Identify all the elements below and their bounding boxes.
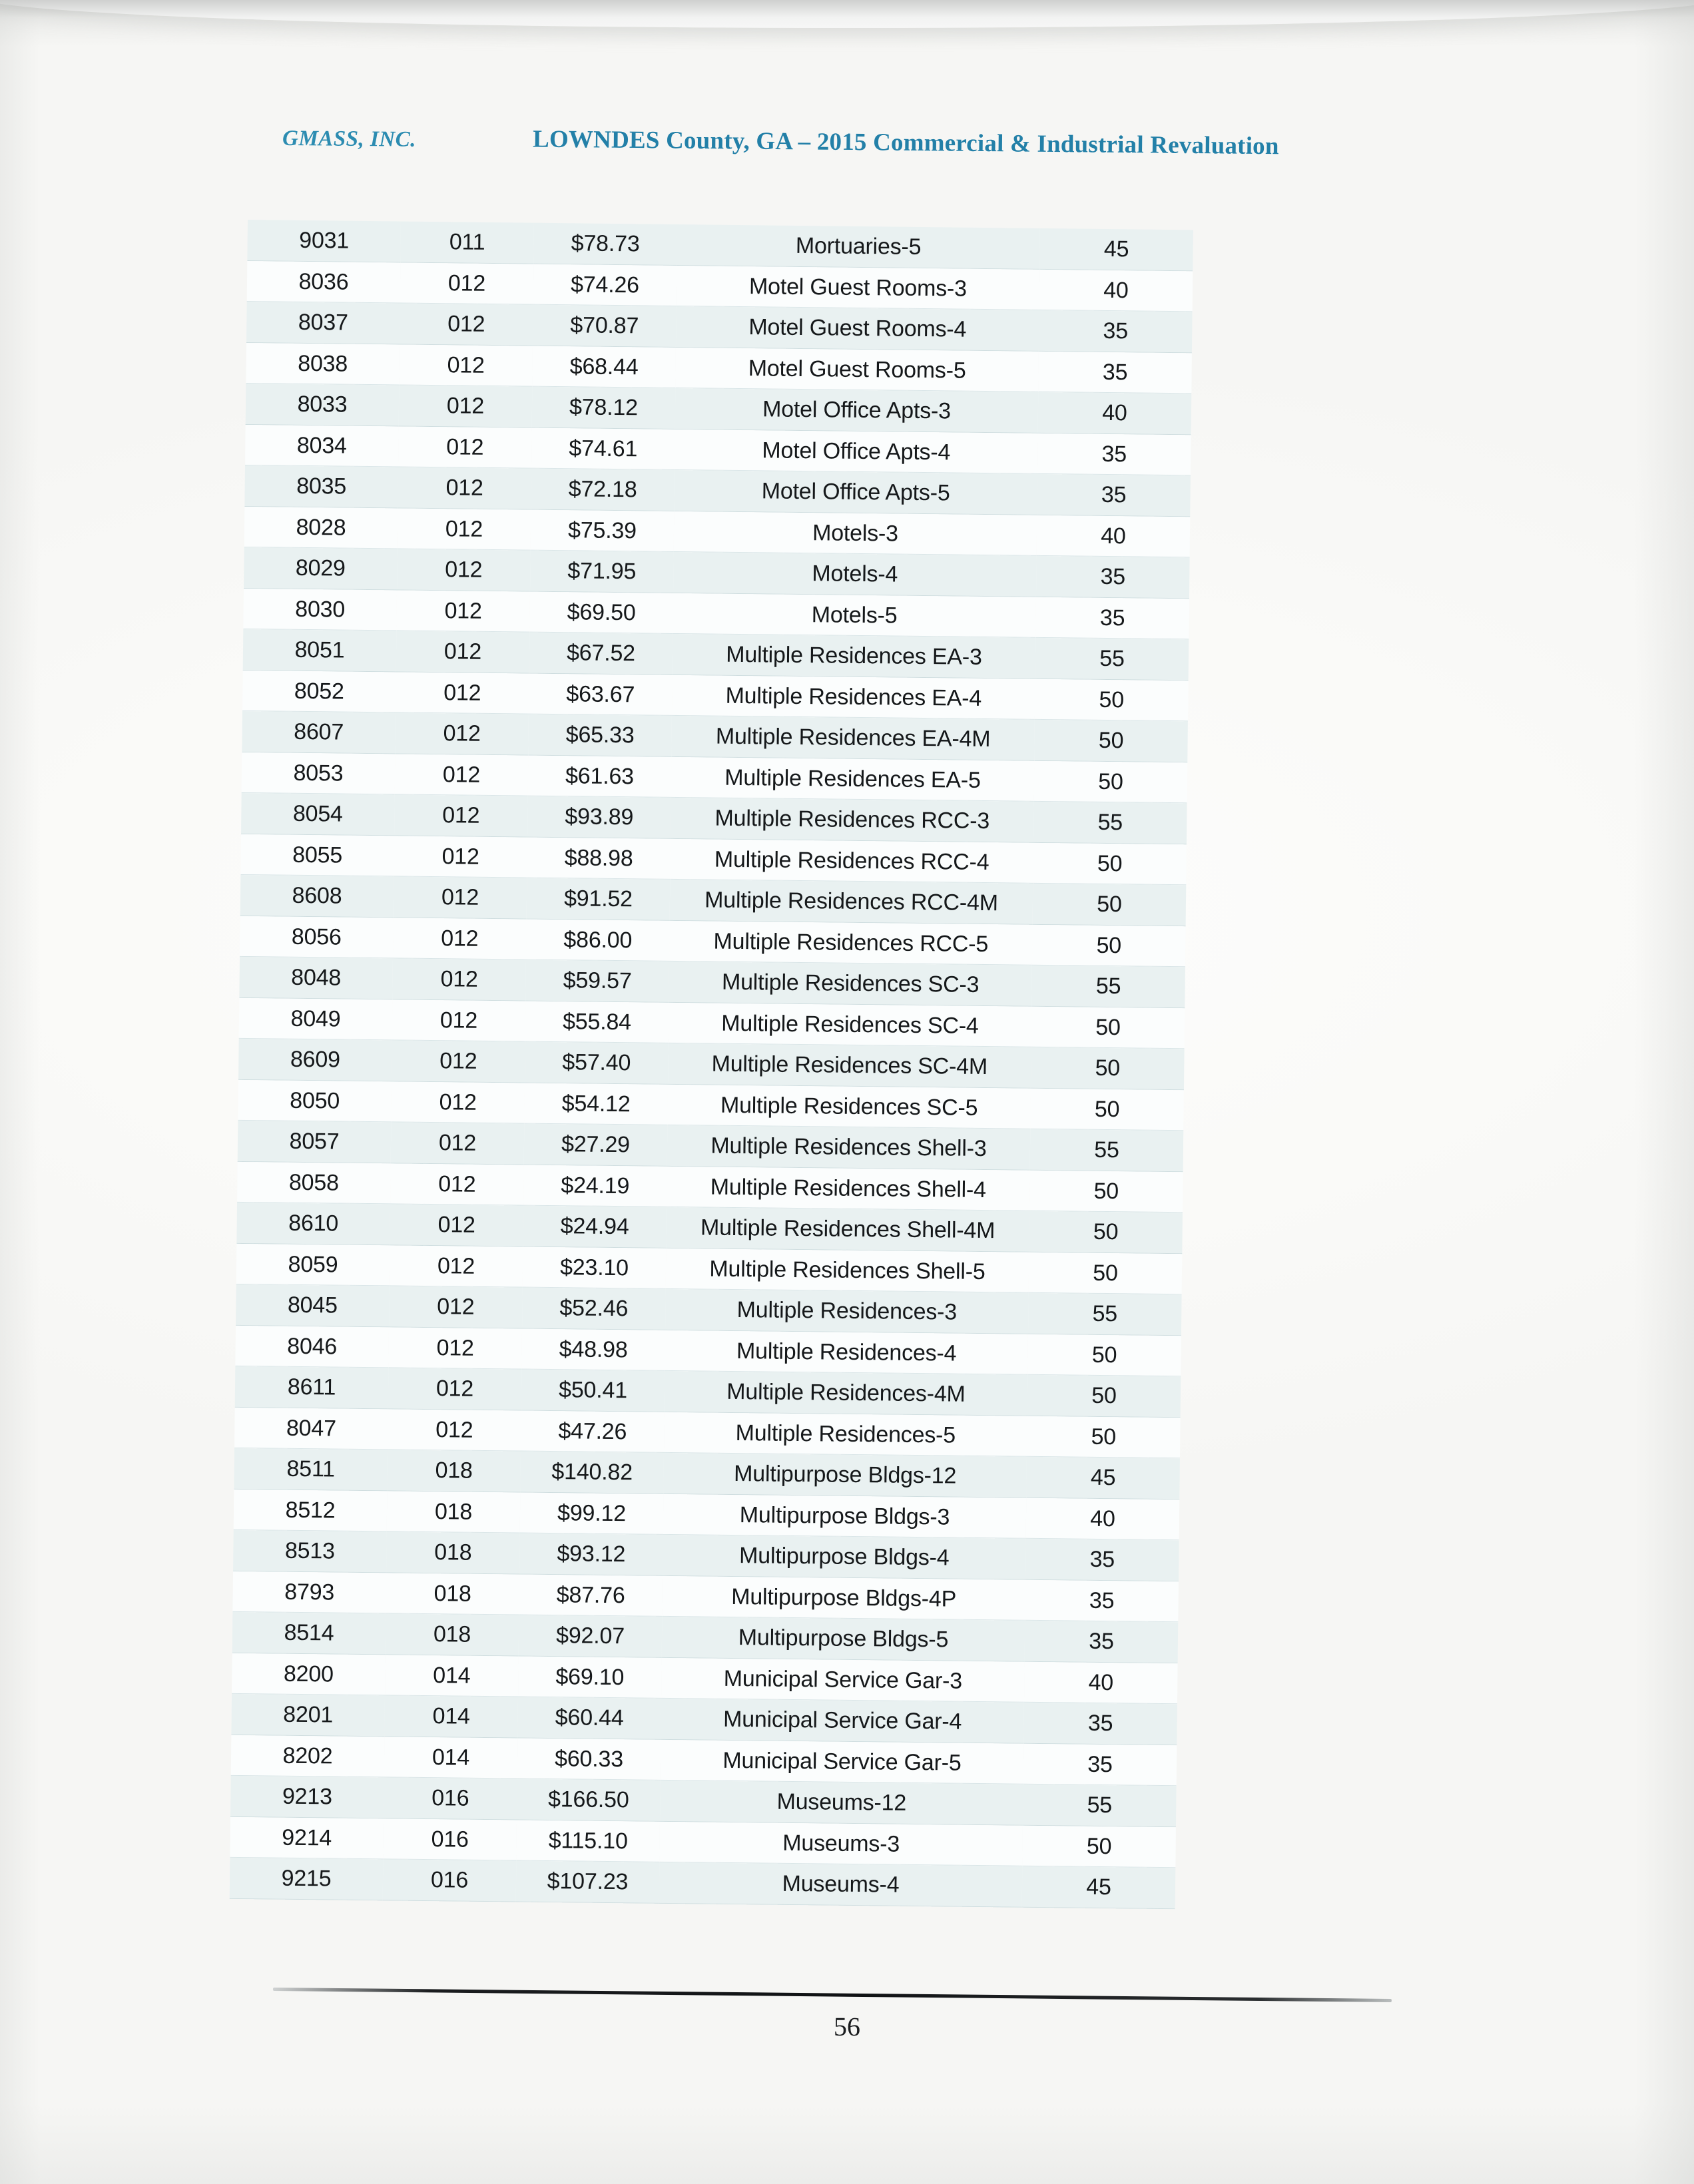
- cell-code: 8028: [244, 506, 398, 549]
- cell-rate: $27.29: [524, 1124, 668, 1167]
- cell-description: Multiple Residences-4: [665, 1330, 1028, 1374]
- cell-depreciation: 50: [1027, 1416, 1181, 1458]
- cell-depreciation: 55: [1033, 802, 1187, 844]
- cell-depreciation: 35: [1023, 1703, 1177, 1745]
- cell-code: 8608: [240, 875, 394, 918]
- cell-rate: $166.50: [517, 1779, 661, 1822]
- document-title: LOWNDES County, GA – 2015 Commercial & Industrial Revaluation: [532, 125, 1279, 160]
- cell-description: Multipurpose Bldgs-5: [662, 1617, 1025, 1661]
- cell-code: 8607: [242, 711, 396, 754]
- cell-code: 8054: [241, 793, 395, 836]
- cell-class: 012: [396, 631, 530, 673]
- cell-description: Multipurpose Bldgs-12: [663, 1453, 1027, 1498]
- cell-depreciation: 50: [1031, 1006, 1185, 1049]
- cell-code: 9214: [230, 1816, 384, 1859]
- cell-class: 014: [384, 1695, 518, 1738]
- cell-depreciation: 35: [1037, 433, 1191, 475]
- cell-depreciation: 35: [1036, 556, 1190, 599]
- cell-class: 018: [386, 1531, 520, 1574]
- cell-code: 8610: [236, 1203, 390, 1245]
- cell-description: Multiple Residences-5: [664, 1412, 1027, 1456]
- cell-depreciation: 50: [1022, 1825, 1176, 1868]
- cell-rate: $140.82: [520, 1452, 664, 1494]
- cell-depreciation: 45: [1039, 228, 1193, 271]
- cell-depreciation: 50: [1030, 1088, 1184, 1131]
- cell-rate: $52.46: [522, 1288, 666, 1330]
- rate-table-body: [230, 220, 1193, 1909]
- cell-class: 012: [391, 1081, 525, 1124]
- cell-description: Multiple Residences RCC-3: [671, 798, 1034, 842]
- cell-code: 8058: [237, 1161, 391, 1204]
- cell-class: 012: [394, 794, 528, 837]
- cell-description: Motel Guest Rooms-4: [676, 306, 1039, 351]
- cell-class: 012: [400, 303, 533, 346]
- cell-depreciation: 50: [1033, 884, 1187, 926]
- cell-class: 012: [399, 385, 533, 427]
- cell-description: Multiple Residences SC-5: [667, 1084, 1031, 1129]
- cell-rate: $54.12: [524, 1083, 668, 1125]
- cell-rate: $60.33: [517, 1738, 661, 1780]
- cell-rate: $57.40: [525, 1042, 669, 1085]
- cell-code: 8029: [244, 547, 398, 590]
- cell-class: 012: [389, 1286, 523, 1328]
- cell-rate: $70.87: [533, 305, 677, 348]
- cell-rate: $68.44: [532, 346, 676, 388]
- cell-code: 8034: [245, 424, 399, 467]
- cell-class: 012: [388, 1327, 522, 1370]
- cell-code: 8051: [243, 629, 397, 672]
- cell-rate: $24.94: [523, 1206, 667, 1248]
- cell-description: Multiple Residences RCC-4: [670, 838, 1033, 883]
- cell-depreciation: 40: [1039, 269, 1193, 312]
- cell-description: Multiple Residences EA-5: [671, 756, 1035, 801]
- cell-description: Multiple Residences SC-3: [669, 961, 1032, 1006]
- cell-description: Museums-4: [659, 1862, 1023, 1907]
- cell-class: 016: [383, 1859, 517, 1902]
- cell-class: 012: [388, 1368, 522, 1410]
- rate-table-container: [230, 220, 1247, 1910]
- cell-rate: $24.19: [523, 1165, 667, 1207]
- cell-rate: $107.23: [516, 1861, 660, 1904]
- cell-description: Motel Guest Rooms-5: [675, 347, 1039, 392]
- cell-depreciation: 50: [1027, 1375, 1181, 1418]
- cell-rate: $71.95: [530, 551, 674, 593]
- cell-rate: $65.33: [528, 714, 672, 757]
- cell-depreciation: 50: [1032, 924, 1186, 967]
- cell-rate: $69.50: [529, 591, 673, 634]
- cell-rate: $75.39: [531, 509, 675, 552]
- cell-depreciation: 50: [1029, 1211, 1183, 1254]
- page-number: 56: [833, 2011, 861, 2042]
- cell-code: 8055: [240, 834, 394, 876]
- cell-rate: $93.89: [527, 796, 671, 839]
- cell-code: 9213: [230, 1776, 384, 1818]
- cell-rate: $59.57: [525, 960, 669, 1003]
- cell-code: 8056: [240, 916, 394, 958]
- cell-rate: $78.12: [532, 387, 676, 429]
- cell-description: Multipurpose Bldgs-4P: [662, 1575, 1025, 1620]
- cell-rate: $72.18: [531, 469, 675, 511]
- cell-depreciation: 35: [1038, 351, 1192, 394]
- cell-code: 8037: [246, 302, 400, 344]
- cell-rate: $92.07: [519, 1615, 663, 1658]
- cell-code: 8200: [232, 1653, 386, 1695]
- cell-class: 012: [395, 754, 529, 796]
- cell-depreciation: 50: [1027, 1334, 1181, 1376]
- cell-description: Multiple Residences Shell-4: [667, 1166, 1030, 1211]
- cell-description: Multiple Residences Shell-4M: [666, 1207, 1029, 1252]
- cell-code: 8514: [232, 1612, 386, 1655]
- cell-code: 8053: [242, 752, 396, 794]
- cell-rate: $47.26: [521, 1410, 665, 1453]
- cell-class: 012: [400, 262, 534, 305]
- cell-rate: $60.44: [517, 1697, 661, 1740]
- cell-depreciation: 50: [1034, 760, 1188, 803]
- cell-rate: $23.10: [523, 1246, 667, 1289]
- cell-depreciation: 40: [1026, 1498, 1180, 1540]
- cell-depreciation: 50: [1034, 720, 1188, 762]
- cell-description: Motel Guest Rooms-3: [677, 265, 1040, 310]
- cell-description: Mortuaries-5: [677, 224, 1040, 269]
- cell-class: 012: [392, 958, 526, 1001]
- cell-class: 012: [397, 549, 531, 591]
- cell-depreciation: 35: [1035, 597, 1189, 639]
- cell-description: Multiple Residences Shell-5: [666, 1248, 1029, 1292]
- cell-depreciation: 45: [1026, 1457, 1180, 1500]
- cell-depreciation: 35: [1037, 474, 1191, 517]
- cell-depreciation: 50: [1035, 679, 1189, 721]
- cell-depreciation: 40: [1024, 1661, 1178, 1704]
- cell-code: 8512: [234, 1489, 388, 1531]
- cell-code: 8511: [234, 1448, 388, 1491]
- cell-class: 012: [398, 426, 532, 469]
- cell-description: Motel Office Apts-3: [675, 388, 1039, 433]
- rate-table: [230, 220, 1193, 1909]
- cell-class: 011: [400, 221, 534, 264]
- cell-class: 012: [399, 344, 533, 387]
- cell-class: 012: [391, 1122, 525, 1165]
- cell-class: 012: [393, 918, 527, 960]
- cell-class: 018: [386, 1573, 519, 1615]
- cell-code: 9215: [230, 1858, 384, 1900]
- cell-depreciation: 45: [1022, 1866, 1176, 1909]
- cell-rate: $78.73: [533, 223, 677, 266]
- cell-description: Motel Office Apts-5: [674, 470, 1037, 515]
- cell-rate: $74.26: [533, 264, 677, 306]
- cell-class: 012: [395, 712, 529, 755]
- cell-class: 016: [383, 1818, 517, 1861]
- cell-class: 012: [398, 508, 531, 551]
- cell-depreciation: 35: [1023, 1743, 1177, 1786]
- cell-class: 016: [384, 1777, 517, 1820]
- cell-rate: $87.76: [519, 1574, 663, 1617]
- cell-class: 018: [387, 1450, 521, 1492]
- cell-code: 8047: [234, 1407, 388, 1450]
- cell-class: 012: [392, 999, 526, 1042]
- cell-depreciation: 35: [1025, 1621, 1179, 1663]
- cell-code: 8050: [238, 1079, 392, 1122]
- cell-class: 012: [392, 1040, 525, 1083]
- cell-code: 8035: [244, 465, 398, 508]
- cell-rate: $93.12: [519, 1533, 663, 1576]
- cell-code: 9031: [247, 220, 401, 262]
- cell-description: Municipal Service Gar-3: [661, 1657, 1025, 1702]
- cell-code: 8609: [238, 1039, 392, 1081]
- cell-depreciation: 55: [1028, 1293, 1182, 1336]
- cell-code: 8052: [242, 670, 396, 712]
- cell-rate: $86.00: [526, 919, 670, 961]
- cell-code: 8202: [231, 1735, 385, 1777]
- cell-description: Multiple Residences Shell-3: [667, 1125, 1031, 1170]
- cell-description: Museums-3: [659, 1821, 1023, 1866]
- cell-description: Multiple Residences RCC-5: [669, 920, 1033, 965]
- cell-rate: $91.52: [527, 878, 671, 921]
- cell-code: 8045: [236, 1284, 390, 1327]
- cell-rate: $50.41: [521, 1370, 665, 1412]
- cell-class: 012: [390, 1163, 524, 1206]
- cell-rate: $74.61: [531, 427, 675, 470]
- cell-class: 018: [386, 1613, 519, 1656]
- cell-rate: $88.98: [527, 837, 671, 880]
- cell-description: Multiple Residences EA-4M: [671, 716, 1035, 760]
- cell-rate: $99.12: [520, 1492, 664, 1535]
- cell-description: Municipal Service Gar-5: [661, 1739, 1024, 1784]
- cell-rate: $67.52: [529, 633, 673, 675]
- cell-code: 8793: [232, 1571, 386, 1613]
- cell-depreciation: 55: [1023, 1784, 1177, 1827]
- cell-class: 014: [385, 1655, 519, 1697]
- cell-description: Multipurpose Bldgs-4: [663, 1535, 1026, 1579]
- cell-depreciation: 40: [1037, 515, 1191, 557]
- cell-description: Multiple Residences-3: [665, 1289, 1029, 1334]
- cell-description: Motel Office Apts-4: [675, 429, 1038, 473]
- cell-description: Multiple Residences EA-4: [672, 675, 1035, 719]
- cell-depreciation: 50: [1029, 1252, 1183, 1294]
- cell-rate: $115.10: [516, 1820, 660, 1862]
- cell-code: 8046: [235, 1325, 389, 1368]
- cell-description: Motels-5: [673, 593, 1036, 637]
- cell-description: Motels-3: [674, 511, 1037, 555]
- cell-depreciation: 50: [1031, 1047, 1185, 1090]
- cell-code: 8038: [246, 342, 400, 385]
- cell-class: 012: [396, 590, 530, 633]
- cell-code: 8049: [239, 997, 393, 1040]
- cell-rate: $55.84: [525, 1001, 669, 1043]
- cell-code: 8036: [247, 260, 401, 303]
- cell-class: 012: [394, 836, 527, 878]
- cell-class: 012: [390, 1245, 523, 1288]
- cell-description: Municipal Service Gar-4: [661, 1699, 1024, 1743]
- cell-code: 8057: [238, 1121, 392, 1163]
- cell-class: 012: [390, 1204, 523, 1246]
- cell-depreciation: 55: [1035, 638, 1189, 681]
- cell-class: 012: [396, 672, 529, 714]
- cell-description: Multiple Residences RCC-4M: [670, 880, 1033, 924]
- cell-rate: $63.67: [529, 673, 673, 716]
- cell-description: Multiple Residences SC-4: [669, 1002, 1032, 1047]
- cell-code: 8513: [233, 1530, 387, 1573]
- firm-name: GMASS, INC.: [282, 126, 417, 152]
- cell-code: 8033: [246, 384, 400, 426]
- cell-rate: $69.10: [518, 1656, 662, 1699]
- cell-depreciation: 35: [1039, 310, 1193, 353]
- cell-class: 012: [394, 876, 527, 919]
- cell-description: Multiple Residences-4M: [665, 1371, 1028, 1416]
- cell-description: Multiple Residences EA-3: [673, 634, 1036, 679]
- cell-class: 018: [387, 1491, 521, 1533]
- cell-code: 8059: [236, 1243, 390, 1286]
- cell-class: 014: [384, 1737, 518, 1779]
- cell-rate: $48.98: [521, 1328, 665, 1371]
- cell-depreciation: 35: [1025, 1539, 1179, 1581]
- cell-depreciation: 40: [1038, 392, 1192, 435]
- cell-depreciation: 35: [1025, 1579, 1179, 1622]
- cell-code: 8201: [231, 1694, 385, 1737]
- cell-rate: $61.63: [528, 755, 672, 798]
- cell-description: Multiple Residences SC-4M: [668, 1043, 1031, 1088]
- cell-class: 012: [388, 1409, 521, 1452]
- cell-description: Motels-4: [673, 552, 1037, 597]
- cell-depreciation: 50: [1029, 1170, 1183, 1213]
- cell-code: 8611: [235, 1366, 389, 1409]
- cell-description: Multipurpose Bldgs-3: [663, 1494, 1027, 1538]
- cell-code: 8048: [239, 957, 393, 999]
- cell-class: 012: [398, 467, 531, 509]
- cell-depreciation: 50: [1033, 842, 1187, 885]
- cell-code: 8030: [243, 588, 397, 631]
- cell-depreciation: 55: [1030, 1129, 1184, 1172]
- cell-description: Museums-12: [660, 1780, 1023, 1825]
- cell-depreciation: 55: [1031, 965, 1185, 1008]
